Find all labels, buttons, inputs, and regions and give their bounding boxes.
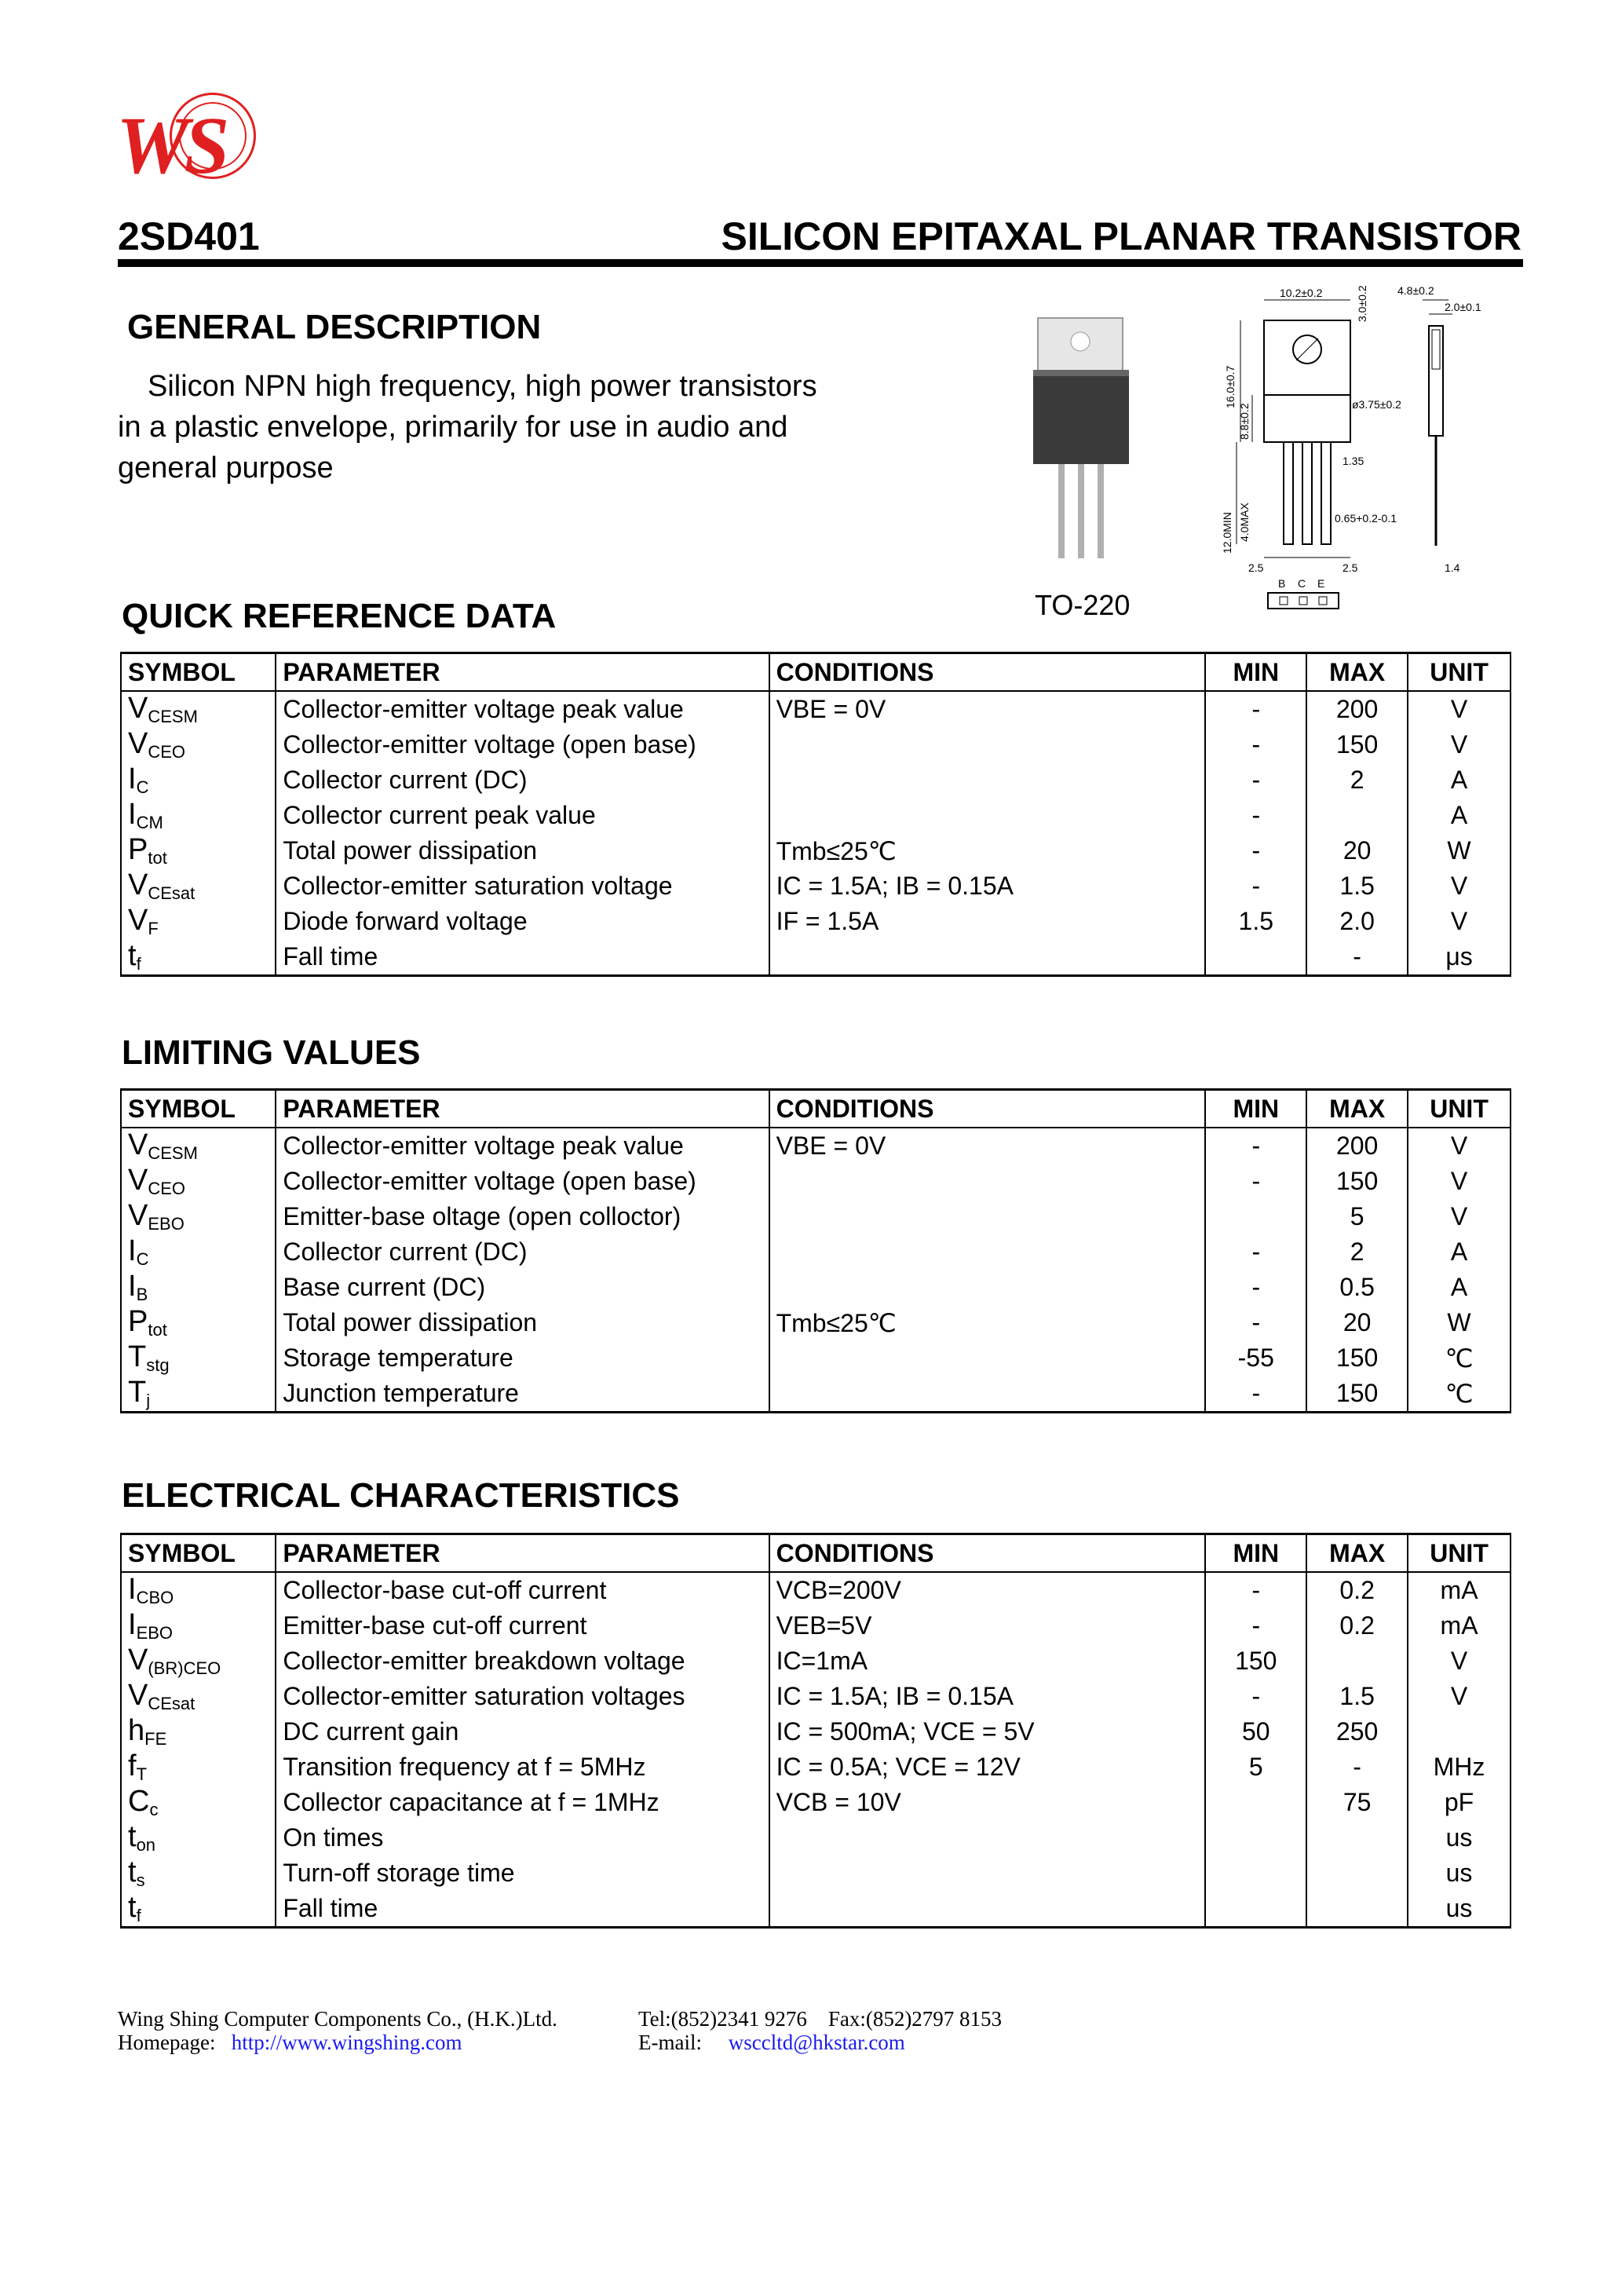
dim-label: 0.65+0.2-0.1 <box>1335 512 1397 525</box>
conditions-cell: Tmb≤25℃ <box>769 1305 1206 1340</box>
unit-cell: us <box>1408 1855 1511 1891</box>
unit-cell: W <box>1408 833 1511 868</box>
dim-label: 16.0±0.7 <box>1224 365 1237 408</box>
conditions-cell <box>769 939 1206 976</box>
electrical-characteristics-table <box>120 1533 1511 1929</box>
parameter-cell: On times <box>276 1820 769 1855</box>
parameter-cell: Junction temperature <box>276 1376 769 1413</box>
min-cell: - <box>1205 1376 1306 1413</box>
conditions-cell: IC = 500mA; VCE = 5V <box>769 1714 1206 1749</box>
col-header-parameter: PARAMETER <box>276 653 769 692</box>
symbol-letter: T <box>128 1376 147 1409</box>
conditions-cell: VCB=200V <box>769 1572 1206 1608</box>
max-cell: 200 <box>1306 691 1408 727</box>
table-row <box>121 1785 1511 1820</box>
symbol-cell <box>121 1376 276 1413</box>
unit-cell: V <box>1408 1128 1511 1164</box>
symbol-letter: P <box>128 833 148 866</box>
max-cell <box>1306 798 1408 833</box>
symbol-subscript: on <box>136 1835 156 1855</box>
symbol-cell <box>121 1679 276 1714</box>
max-cell: 2.0 <box>1306 904 1408 939</box>
symbol-subscript: B <box>136 1285 148 1304</box>
symbol-cell <box>121 1820 276 1855</box>
col-header-min: MIN <box>1205 653 1306 692</box>
parameter-cell: Collector-emitter breakdown voltage <box>276 1643 769 1679</box>
conditions-cell: VCB = 10V <box>769 1785 1206 1820</box>
unit-cell: A <box>1408 1270 1511 1305</box>
table-row <box>121 1234 1511 1270</box>
homepage-link[interactable]: http://www.wingshing.com <box>231 2031 462 2054</box>
min-cell <box>1205 1855 1306 1891</box>
symbol-letter: V <box>128 692 148 725</box>
symbol-cell <box>121 939 276 976</box>
pin-label: B <box>1278 577 1286 590</box>
unit-cell: pF <box>1408 1785 1511 1820</box>
conditions-cell: IC=1mA <box>769 1643 1206 1679</box>
parameter-cell: Emitter-base cut-off current <box>276 1608 769 1643</box>
min-cell: - <box>1205 1679 1306 1714</box>
unit-cell: W <box>1408 1305 1511 1340</box>
description-line: general purpose <box>118 452 334 484</box>
symbol-letter: I <box>128 1270 137 1303</box>
min-cell: 150 <box>1205 1643 1306 1679</box>
symbol-subscript: tot <box>148 1320 167 1340</box>
unit-cell: V <box>1408 1679 1511 1714</box>
conditions-cell <box>769 1234 1206 1270</box>
limiting-values-heading: LIMITING VALUES <box>122 1033 421 1072</box>
quick-reference-heading: QUICK REFERENCE DATA <box>122 597 557 635</box>
min-cell: - <box>1205 691 1306 727</box>
document-title: SILICON EPITAXAL PLANAR TRANSISTOR <box>721 214 1522 258</box>
col-header-min: MIN <box>1205 1090 1306 1128</box>
symbol-subscript: CM <box>136 813 163 832</box>
package-photo <box>1021 310 1154 569</box>
symbol-letter: I <box>128 1573 137 1606</box>
unit-cell: V <box>1408 727 1511 762</box>
fax: Fax:(852)2797 8153 <box>827 2007 1003 2031</box>
description-line: Silicon NPN high frequency, high power transistors <box>148 370 817 403</box>
conditions-cell <box>769 1270 1206 1305</box>
symbol-letter: V <box>128 904 148 937</box>
symbol-letter: V <box>128 1643 148 1676</box>
symbol-subscript: CESM <box>148 1143 198 1163</box>
conditions-cell <box>769 1855 1206 1891</box>
conditions-cell <box>769 1199 1206 1234</box>
col-header-parameter: PARAMETER <box>276 1534 769 1573</box>
symbol-subscript: CBO <box>136 1588 174 1607</box>
table-row <box>121 1128 1511 1164</box>
table-row <box>121 1199 1511 1234</box>
conditions-cell <box>769 1340 1206 1376</box>
symbol-subscript: CEO <box>148 1179 186 1198</box>
col-header-conditions: CONDITIONS <box>769 1534 1206 1573</box>
symbol-cell <box>121 833 276 868</box>
parameter-cell: Collector-emitter saturation voltage <box>276 868 769 904</box>
parameter-cell: Collector-emitter saturation voltages <box>276 1679 769 1714</box>
max-cell <box>1306 1891 1408 1928</box>
conditions-cell <box>769 798 1206 833</box>
unit-cell: mA <box>1408 1608 1511 1643</box>
max-cell <box>1306 1643 1408 1679</box>
max-cell: 75 <box>1306 1785 1408 1820</box>
table-row <box>121 939 1511 976</box>
dim-label: 4.8±0.2 <box>1397 284 1434 297</box>
symbol-subscript: EBO <box>136 1623 174 1643</box>
symbol-cell <box>121 1128 276 1164</box>
parameter-cell: Collector capacitance at f = 1MHz <box>276 1785 769 1820</box>
min-cell: 1.5 <box>1205 904 1306 939</box>
parameter-cell: Collector-emitter voltage (open base) <box>276 1164 769 1199</box>
symbol-subscript: s <box>136 1870 145 1890</box>
dim-label: 12.0MIN <box>1221 512 1233 554</box>
unit-cell: V <box>1408 1164 1511 1199</box>
symbol-subscript: stg <box>146 1355 170 1375</box>
symbol-subscript: c <box>149 1800 159 1819</box>
symbol-cell <box>121 1643 276 1679</box>
col-header-max: MAX <box>1306 1090 1408 1128</box>
symbol-cell <box>121 868 276 904</box>
table-row <box>121 1891 1511 1928</box>
symbol-subscript: C <box>136 1249 149 1269</box>
conditions-cell: VBE = 0V <box>769 1128 1206 1164</box>
symbol-subscript: EBO <box>148 1214 184 1234</box>
unit-cell <box>1408 1714 1511 1749</box>
parameter-cell: Fall time <box>276 1891 769 1928</box>
table-row <box>121 1714 1511 1749</box>
min-cell: - <box>1205 868 1306 904</box>
symbol-cell <box>121 762 276 798</box>
unit-cell: V <box>1408 868 1511 904</box>
max-cell <box>1306 1855 1408 1891</box>
unit-cell: V <box>1408 1199 1511 1234</box>
symbol-cell <box>121 904 276 939</box>
symbol-letter: I <box>128 1234 137 1267</box>
table-row <box>121 727 1511 762</box>
min-cell: - <box>1205 1234 1306 1270</box>
max-cell <box>1306 1820 1408 1855</box>
email-link[interactable]: wsccltd@hkstar.com <box>728 2031 905 2054</box>
symbol-letter: f <box>128 1749 137 1782</box>
conditions-cell <box>769 1376 1206 1413</box>
min-cell: - <box>1205 1572 1306 1608</box>
symbol-letter: V <box>128 868 148 901</box>
max-cell: 2 <box>1306 1234 1408 1270</box>
table-row <box>121 798 1511 833</box>
unit-cell: ℃ <box>1408 1376 1511 1413</box>
symbol-letter: C <box>128 1785 150 1818</box>
symbol-letter: P <box>128 1305 148 1338</box>
symbol-letter: V <box>128 727 148 760</box>
pin-label: C <box>1298 577 1306 590</box>
parameter-cell: Collector current (DC) <box>276 1234 769 1270</box>
unit-cell: MHz <box>1408 1749 1511 1785</box>
dim-label: 1.4 <box>1445 561 1460 574</box>
electrical-characteristics-heading: ELECTRICAL CHARACTERISTICS <box>122 1476 680 1515</box>
min-cell: - <box>1205 727 1306 762</box>
symbol-cell <box>121 1749 276 1785</box>
symbol-letter: t <box>128 1820 137 1853</box>
table-row <box>121 1820 1511 1855</box>
symbol-cell <box>121 1164 276 1199</box>
unit-cell: V <box>1408 904 1511 939</box>
max-cell: 150 <box>1306 1376 1408 1413</box>
symbol-letter: t <box>128 1855 137 1888</box>
description-line: in a plastic envelope, primarily for use in audio and <box>118 411 788 444</box>
homepage-label: Homepage: <box>118 2031 216 2054</box>
symbol-subscript: C <box>136 777 149 797</box>
table-row <box>121 1643 1511 1679</box>
table-row <box>121 1572 1511 1608</box>
max-cell: 1.5 <box>1306 868 1408 904</box>
min-cell: - <box>1205 833 1306 868</box>
symbol-subscript: j <box>146 1391 151 1410</box>
min-cell: - <box>1205 1128 1306 1164</box>
symbol-cell <box>121 1855 276 1891</box>
table-row <box>121 1749 1511 1785</box>
symbol-letter: V <box>128 1128 148 1161</box>
max-cell: - <box>1306 1749 1408 1785</box>
dim-label: ø3.75±0.2 <box>1352 398 1401 411</box>
general-description-heading: GENERAL DESCRIPTION <box>127 308 542 346</box>
symbol-cell <box>121 1340 276 1376</box>
col-header-max: MAX <box>1306 1534 1408 1573</box>
pin-label: E <box>1317 577 1325 590</box>
unit-cell: A <box>1408 1234 1511 1270</box>
min-cell: - <box>1205 1305 1306 1340</box>
symbol-cell <box>121 1608 276 1643</box>
table-row <box>121 833 1511 868</box>
quick-reference-table <box>120 652 1511 977</box>
dim-label: 1.35 <box>1343 455 1364 467</box>
col-header-max: MAX <box>1306 653 1408 692</box>
symbol-letter: I <box>128 798 137 831</box>
company-logo <box>116 93 258 218</box>
limiting-values-table <box>120 1088 1511 1413</box>
parameter-cell: Transition frequency at f = 5MHz <box>276 1749 769 1785</box>
dim-label: 2.5 <box>1343 561 1358 574</box>
footer-contact <box>638 2007 1002 2054</box>
symbol-subscript: CEsat <box>148 883 195 903</box>
max-cell: 150 <box>1306 1164 1408 1199</box>
conditions-cell <box>769 727 1206 762</box>
parameter-cell: Collector-base cut-off current <box>276 1572 769 1608</box>
symbol-subscript: f <box>136 1906 141 1925</box>
symbol-cell <box>121 1199 276 1234</box>
min-cell <box>1205 939 1306 976</box>
dim-label: 2.0±0.1 <box>1445 301 1481 313</box>
conditions-cell: VBE = 0V <box>769 691 1206 727</box>
symbol-letter: I <box>128 1608 137 1641</box>
unit-cell: A <box>1408 798 1511 833</box>
col-header-symbol: SYMBOL <box>121 653 276 692</box>
symbol-letter: h <box>128 1714 145 1747</box>
table-row <box>121 1270 1511 1305</box>
parameter-cell: Collector-emitter voltage peak value <box>276 691 769 727</box>
symbol-cell <box>121 798 276 833</box>
table-row <box>121 691 1511 727</box>
symbol-subscript: CEO <box>148 742 186 762</box>
max-cell: 150 <box>1306 727 1408 762</box>
email-label: E-mail: <box>638 2031 702 2054</box>
max-cell: 20 <box>1306 1305 1408 1340</box>
parameter-cell: Collector-emitter voltage (open base) <box>276 727 769 762</box>
symbol-cell <box>121 1270 276 1305</box>
min-cell: - <box>1205 1164 1306 1199</box>
symbol-letter: t <box>128 939 137 972</box>
general-description-text <box>118 366 911 488</box>
title-rule <box>118 259 1523 267</box>
footer-company <box>118 2007 557 2054</box>
max-cell: 250 <box>1306 1714 1408 1749</box>
symbol-subscript: (BR)CEO <box>148 1658 221 1678</box>
symbol-letter: t <box>128 1891 137 1924</box>
symbol-letter: V <box>128 1199 148 1232</box>
max-cell: - <box>1306 939 1408 976</box>
parameter-cell: Total power dissipation <box>276 1305 769 1340</box>
min-cell: 50 <box>1205 1714 1306 1749</box>
unit-cell: us <box>1408 1891 1511 1928</box>
parameter-cell: Fall time <box>276 939 769 976</box>
col-header-min: MIN <box>1205 1534 1306 1573</box>
parameter-cell: Collector-emitter voltage peak value <box>276 1128 769 1164</box>
conditions-cell: VEB=5V <box>769 1608 1206 1643</box>
unit-cell: mA <box>1408 1572 1511 1608</box>
unit-cell: V <box>1408 691 1511 727</box>
conditions-cell: IF = 1.5A <box>769 904 1206 939</box>
min-cell <box>1205 1891 1306 1928</box>
min-cell: 5 <box>1205 1749 1306 1785</box>
col-header-parameter: PARAMETER <box>276 1090 769 1128</box>
max-cell: 150 <box>1306 1340 1408 1376</box>
table-row <box>121 1305 1511 1340</box>
symbol-cell <box>121 1572 276 1608</box>
min-cell: - <box>1205 762 1306 798</box>
max-cell: 0.2 <box>1306 1608 1408 1643</box>
conditions-cell: IC = 0.5A; VCE = 12V <box>769 1749 1206 1785</box>
symbol-subscript: T <box>136 1764 148 1784</box>
dim-label: 4.0MAX <box>1238 503 1251 542</box>
symbol-cell <box>121 1234 276 1270</box>
parameter-cell: Collector current (DC) <box>276 762 769 798</box>
symbol-subscript: tot <box>148 848 167 868</box>
unit-cell: μs <box>1408 939 1511 976</box>
conditions-cell <box>769 1891 1206 1928</box>
max-cell: 2 <box>1306 762 1408 798</box>
symbol-cell <box>121 727 276 762</box>
symbol-cell <box>121 1891 276 1928</box>
col-header-unit: UNIT <box>1408 653 1511 692</box>
table-row <box>121 868 1511 904</box>
parameter-cell: Base current (DC) <box>276 1270 769 1305</box>
min-cell: - <box>1205 1608 1306 1643</box>
min-cell <box>1205 1820 1306 1855</box>
unit-cell: A <box>1408 762 1511 798</box>
symbol-letter: V <box>128 1679 148 1712</box>
max-cell: 0.2 <box>1306 1572 1408 1608</box>
conditions-cell: IC = 1.5A; IB = 0.15A <box>769 868 1206 904</box>
unit-cell: V <box>1408 1643 1511 1679</box>
parameter-cell: DC current gain <box>276 1714 769 1749</box>
table-row <box>121 1679 1511 1714</box>
symbol-subscript: FE <box>144 1729 167 1749</box>
conditions-cell: IC = 1.5A; IB = 0.15A <box>769 1679 1206 1714</box>
dim-label: 2.5 <box>1248 561 1264 574</box>
table-row <box>121 904 1511 939</box>
col-header-conditions: CONDITIONS <box>769 653 1206 692</box>
dim-label: 3.0±0.2 <box>1356 285 1368 322</box>
parameter-cell: Total power dissipation <box>276 833 769 868</box>
parameter-cell: Turn-off storage time <box>276 1855 769 1891</box>
col-header-unit: UNIT <box>1408 1534 1511 1573</box>
conditions-cell <box>769 762 1206 798</box>
max-cell: 200 <box>1306 1128 1408 1164</box>
min-cell <box>1205 1785 1306 1820</box>
conditions-cell <box>769 1820 1206 1855</box>
part-number: 2SD401 <box>118 214 260 258</box>
symbol-cell <box>121 1305 276 1340</box>
parameter-cell: Collector current peak value <box>276 798 769 833</box>
max-cell: 20 <box>1306 833 1408 868</box>
symbol-subscript: CEsat <box>148 1694 195 1713</box>
conditions-cell: Tmb≤25℃ <box>769 833 1206 868</box>
min-cell: -55 <box>1205 1340 1306 1376</box>
symbol-letter: I <box>128 762 137 795</box>
company-name: Wing Shing Computer Components Co., (H.K.)Ltd. <box>118 2007 557 2031</box>
table-row <box>121 762 1511 798</box>
conditions-cell <box>769 1164 1206 1199</box>
unit-cell: ℃ <box>1408 1340 1511 1376</box>
table-row <box>121 1164 1511 1199</box>
dim-label: 8.8±0.2 <box>1238 403 1251 440</box>
min-cell: - <box>1205 798 1306 833</box>
symbol-subscript: F <box>148 919 159 938</box>
max-cell: 0.5 <box>1306 1270 1408 1305</box>
parameter-cell: Emitter-base oltage (open colloctor) <box>276 1199 769 1234</box>
table-row <box>121 1855 1511 1891</box>
symbol-letter: T <box>128 1340 147 1373</box>
col-header-conditions: CONDITIONS <box>769 1090 1206 1128</box>
col-header-symbol: SYMBOL <box>121 1090 276 1128</box>
dim-label: 10.2±0.2 <box>1280 287 1323 299</box>
col-header-symbol: SYMBOL <box>121 1534 276 1573</box>
package-label: TO-220 <box>1035 589 1131 621</box>
max-cell: 1.5 <box>1306 1679 1408 1714</box>
parameter-cell: Diode forward voltage <box>276 904 769 939</box>
unit-cell: us <box>1408 1820 1511 1855</box>
symbol-cell <box>121 1714 276 1749</box>
symbol-subscript: f <box>136 954 141 974</box>
min-cell: - <box>1205 1270 1306 1305</box>
tel: Tel:(852)2341 9276 <box>638 2007 807 2031</box>
table-row <box>121 1376 1511 1413</box>
symbol-subscript: CESM <box>148 707 198 726</box>
symbol-letter: V <box>128 1164 148 1197</box>
symbol-cell <box>121 1785 276 1820</box>
symbol-cell <box>121 691 276 727</box>
max-cell: 5 <box>1306 1199 1408 1234</box>
logo-text: WS <box>116 101 225 191</box>
col-header-unit: UNIT <box>1408 1090 1511 1128</box>
parameter-cell: Storage temperature <box>276 1340 769 1376</box>
min-cell <box>1205 1199 1306 1234</box>
package-outline-drawing <box>1217 283 1500 628</box>
table-row <box>121 1608 1511 1643</box>
table-row <box>121 1340 1511 1376</box>
